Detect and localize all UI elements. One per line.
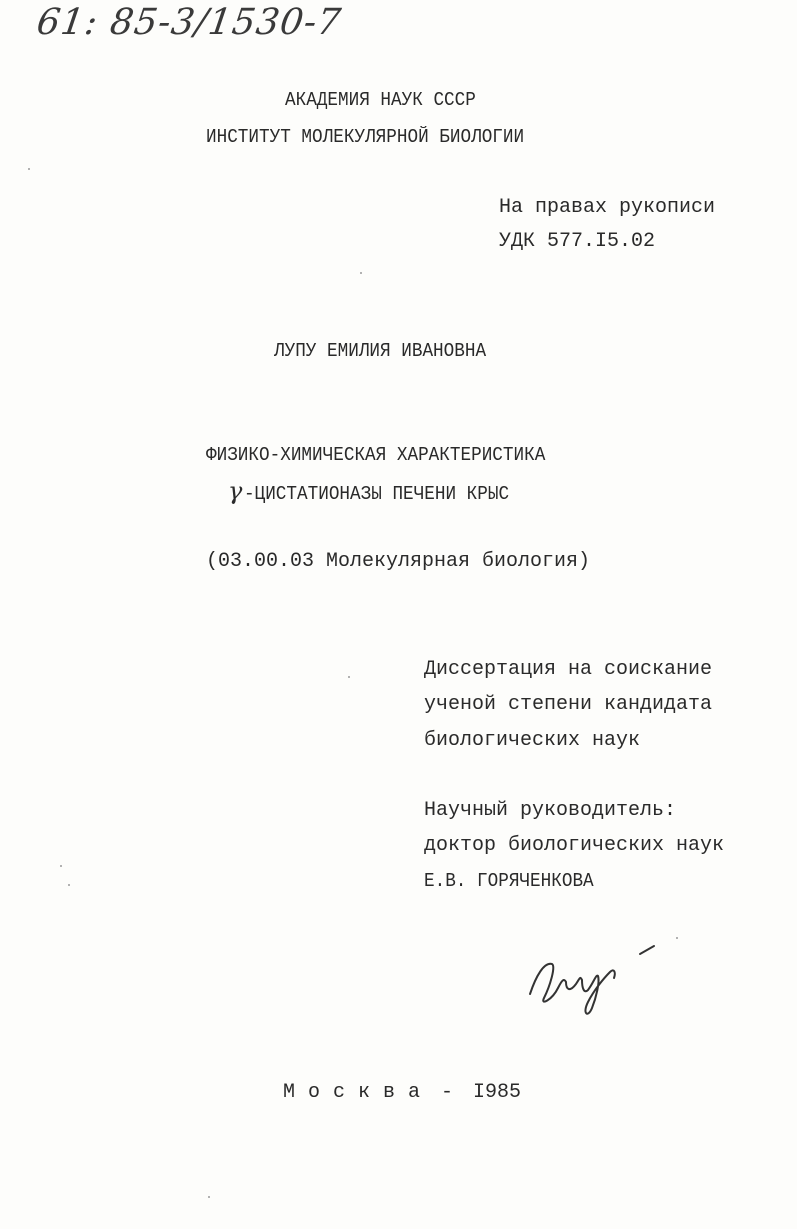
academy-name: АКАДЕМИЯ НАУК СССР (285, 89, 476, 111)
footer-city: Москва (283, 1081, 434, 1104)
footer-city-year (283, 1081, 521, 1105)
author-name: ЛУПУ ЕМИЛИЯ ИВАНОВНА (274, 340, 487, 362)
title-line-1: ФИЗИКО-ХИМИЧЕСКАЯ ХАРАКТЕРИСТИКА (206, 444, 546, 466)
handwritten-signature (522, 942, 672, 1022)
supervisor-name: Е.В. ГОРЯЧЕНКОВА (424, 870, 594, 892)
archive-number-handwritten: 61: 85-3/1530-7 (34, 2, 345, 43)
paper-speck (28, 168, 30, 170)
manuscript-rights-label: На правах рукописи (499, 196, 716, 219)
supervisor-label: Научный руководитель: (424, 799, 677, 822)
specialty-code: (03.00.03 Молекулярная биология) (206, 550, 591, 573)
dissertation-line-1: Диссертация на соискание (424, 658, 713, 681)
udk-code: УДК 577.I5.02 (499, 230, 656, 253)
paper-speck (348, 676, 350, 678)
footer-dash: - (441, 1081, 454, 1104)
institute-name: ИНСТИТУТ МОЛЕКУЛЯРНОЙ БИОЛОГИИ (206, 126, 525, 148)
paper-speck (676, 937, 678, 939)
gamma-symbol: γ (228, 477, 243, 505)
paper-speck (68, 884, 70, 886)
paper-speck (360, 272, 362, 274)
paper-speck (60, 865, 62, 867)
supervisor-degree: доктор биологических наук (424, 834, 725, 857)
paper-speck (208, 1196, 210, 1198)
title-line-2-text: -ЦИСТАТИОНАЗЫ ПЕЧЕНИ КРЫС (244, 483, 510, 505)
dissertation-line-3: биологических наук (424, 729, 641, 752)
dissertation-line-2: ученой степени кандидата (424, 693, 713, 716)
title-line-2 (228, 479, 529, 507)
footer-year: I985 (473, 1081, 522, 1104)
